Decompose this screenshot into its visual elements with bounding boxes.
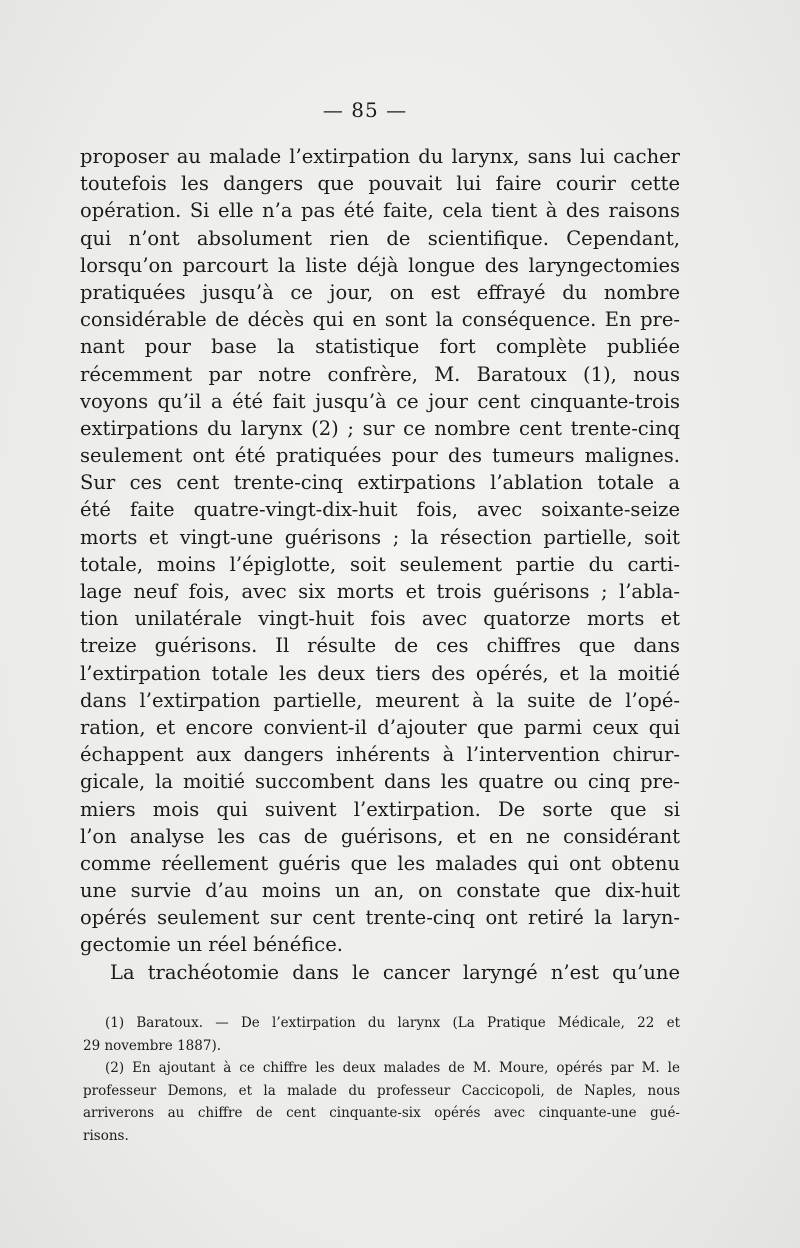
footnote-line: arriverons au chiffre de cent cinquante-six opérés avec cinquante-une gué- <box>83 1105 680 1121</box>
text-line: morts et vingt-une guérisons ; la résection partielle, soit <box>80 525 680 549</box>
footnotes <box>83 1012 680 1147</box>
text-line: lorsqu’on parcourt la liste déjà longue des laryngectomies <box>80 253 680 277</box>
footnote-line: professeur Demons, et la malade du professeur Caccicopoli, de Naples, nous <box>83 1082 680 1099</box>
footnote-line: (2) En ajoutant à ce chiffre les deux malades de M. Moure, opérés par M. le <box>105 1060 680 1076</box>
text-line: l’on analyse les cas de guérisons, et en ne considérant <box>80 824 680 848</box>
text-line: La trachéotomie dans le cancer laryngé n’est qu’une <box>110 960 680 984</box>
text-line: lage neuf fois, avec six morts et trois guérisons ; l’abla- <box>80 580 680 603</box>
text-line: été faite quatre-vingt-dix-huit fois, avec soixante-seize <box>80 498 680 522</box>
footnote-line: risons. <box>83 1127 129 1144</box>
text-line: l’extirpation totale les deux tiers des opérés, et la moitié <box>80 661 680 685</box>
text-line: voyons qu’il a été fait jusqu’à ce jour cent cinquante-trois <box>80 389 680 413</box>
text-line: treize guérisons. Il résulte de ces chiffres que dans <box>80 634 680 658</box>
text-line: considérable de décès qui en sont la conséquence. En pre- <box>80 308 680 332</box>
text-line: toutefois les dangers que pouvait lui faire courir cette <box>80 172 680 196</box>
text-line: gectomie un réel bénéfice. <box>80 933 343 957</box>
text-line: une survie d’au moins un an, on constate que dix-huit <box>80 879 680 903</box>
text-line: échappent aux dangers inhérents à l’intervention chirur- <box>80 743 680 767</box>
text-line: opération. Si elle n’a pas été faite, cela tient à des raisons <box>80 199 680 223</box>
footnote-line: 29 novembre 1887). <box>83 1037 221 1054</box>
text-line: récemment par notre confrère, M. Baratoux (1), nous <box>80 362 680 386</box>
text-line: qui n’ont absolument rien de scientifique. Cependant, <box>80 226 680 250</box>
text-line: pratiquées jusqu’à ce jour, on est effrayé du nombre <box>80 280 680 304</box>
text-line: extirpations du larynx (2) ; sur ce nombre cent trente-cinq <box>80 416 680 440</box>
footnote-line: (1) Baratoux. — De l’extirpation du larynx (La Pratique Médicale, 22 et <box>105 1015 680 1031</box>
text-line: tion unilatérale vingt-huit fois avec quatorze morts et <box>80 607 680 631</box>
text-line: gicale, la moitié succombent dans les quatre ou cinq pre- <box>80 770 680 794</box>
text-line: ration, et encore convient-il d’ajouter que parmi ceux qui <box>80 715 680 739</box>
text-line: dans l’extirpation partielle, meurent à la suite de l’opé- <box>80 688 680 712</box>
text-line: opérés seulement sur cent trente-cinq ont retiré la laryn- <box>80 906 680 930</box>
page-number: — 85 — <box>322 98 408 122</box>
text-line: miers mois qui suivent l’extirpation. De sorte que si <box>80 797 680 821</box>
body-text <box>80 143 680 986</box>
text-line: Sur ces cent trente-cinq extirpations l’ablation totale a <box>80 471 680 495</box>
text-line: totale, moins l’épiglotte, soit seulement partie du carti- <box>80 552 680 576</box>
text-line: comme réellement guéris que les malades qui ont obtenu <box>80 851 680 875</box>
text-line: seulement ont été pratiquées pour des tumeurs malignes. <box>80 444 680 468</box>
text-line: nant pour base la statistique fort complète publiée <box>80 335 680 359</box>
text-line: proposer au malade l’extirpation du larynx, sans lui cacher <box>80 145 680 168</box>
